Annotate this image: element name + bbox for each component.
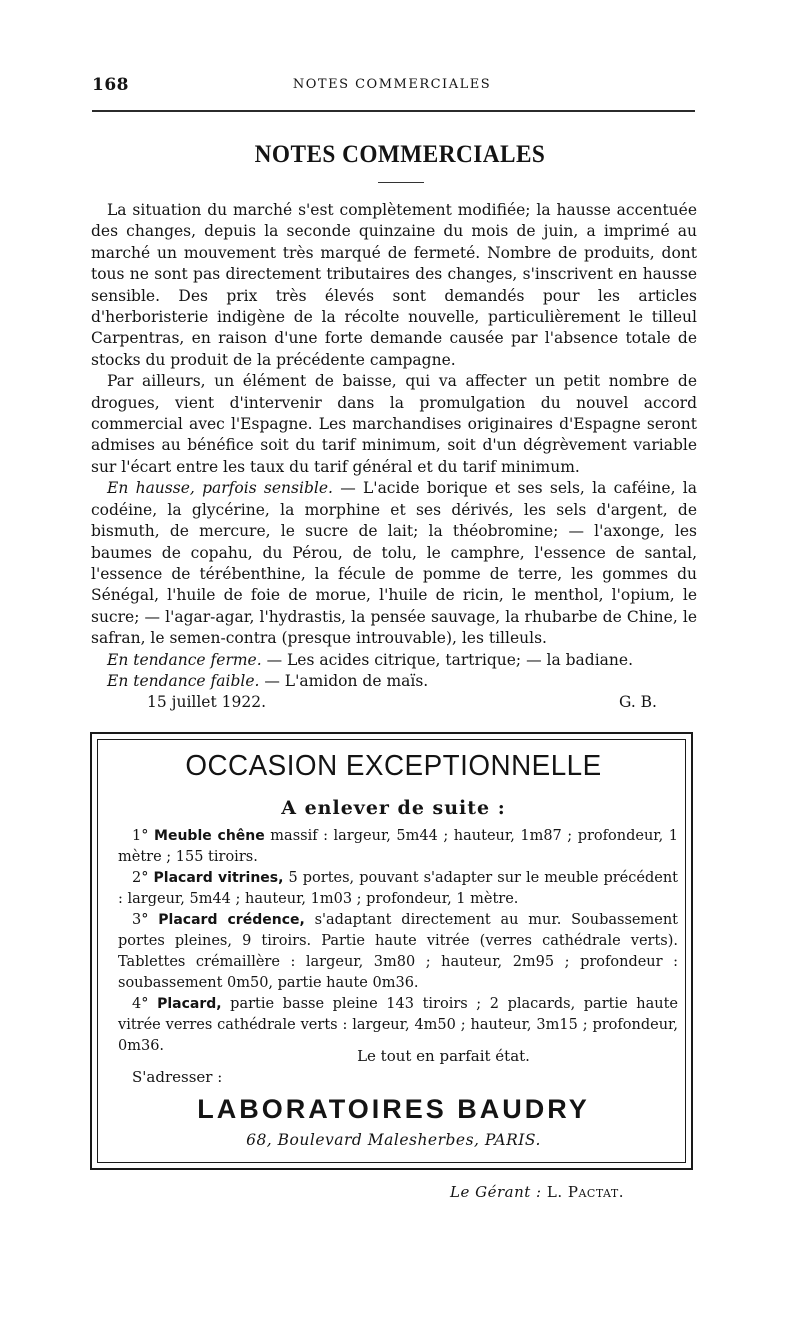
gerant-name: L. Pactat. bbox=[546, 1183, 625, 1201]
ad-address: 68, Boulevard Malesherbes, PARIS. bbox=[246, 1131, 541, 1149]
ad-item-text: 5 portes, pouvant s'adapter sur le meuble précédent : largeur, 5m44 ; hauteur, 1m03 ; profondeur, 1 mètre. bbox=[118, 870, 678, 907]
label-ferme: En tendance ferme. bbox=[107, 650, 262, 669]
ad-items bbox=[118, 826, 678, 1057]
ad-item-name: Placard, bbox=[157, 996, 222, 1012]
ad-item-text: s'adaptant directement au mur. Soubassement portes pleines, 9 tiroirs. Partie haute vitrée (verres cathédrale verts). Tablettes crémaillère : largeur, 3m80 ; hauteur, 2m95 ; profondeur : soubassement 0m50, partie haute 0m36. bbox=[118, 912, 679, 991]
ad-item-name: Placard crédence, bbox=[158, 912, 305, 928]
date-signature-line bbox=[91, 692, 697, 713]
ad-item-text: partie basse pleine 143 tiroirs ; 2 placards, partie haute vitrée verres cathédrale verts : largeur, 4m50 ; hauteur, 3m15 ; profondeur, 0m36. bbox=[118, 996, 678, 1054]
ad-condition: Le tout en parfait état. bbox=[357, 1047, 530, 1065]
label-faible: En tendance faible. bbox=[107, 671, 260, 690]
text-faible: — L'amidon de maïs. bbox=[259, 671, 429, 690]
header-rule bbox=[92, 110, 695, 112]
ad-item-name: Placard vitrines, bbox=[153, 870, 284, 886]
gerant-line bbox=[450, 1183, 624, 1201]
advertisement-box bbox=[90, 732, 693, 1170]
title-rule bbox=[378, 182, 424, 183]
paragraph-hausse bbox=[91, 478, 697, 649]
text-hausse: — L'acide borique et ses sels, la caféine, la codéine, la glycérine, la morphine et ses dérivés, les sels d'argent, de bismuth, de mercure, le sucre de lait; la théobromine; — l'axonge, les baumes de copahu, du Pérou, de tolu, le camphre, l'essence de santal, l'essence de térébenthine, la fécule de pomme de terre, les gommes du Sénégal, l'huile de foie de morue, l'huile de ricin, le menthol, l'opium, le sucre; — l'agar-agar, l'hydrastis, la pensée sauvage, la rhubarbe de Chine, le safran, le semen-contra (presque introuvable), les tilleuls. bbox=[91, 479, 697, 648]
article-date: 15 juillet 1922. bbox=[147, 693, 267, 712]
article-title: NOTES COMMERCIALES bbox=[254, 141, 546, 168]
page-number: 168 bbox=[92, 75, 129, 95]
ad-headline: OCCASION EXCEPTIONNELLE bbox=[185, 750, 602, 782]
ad-company-name: LABORATOIRES BAUDRY bbox=[197, 1094, 590, 1124]
ad-subhead: A enlever de suite : bbox=[281, 797, 506, 819]
article-signature: G. B. bbox=[618, 693, 657, 712]
ad-item-text: massif : largeur, 5m44 ; hauteur, 1m87 ; profondeur, 1 mètre ; 155 tiroirs. bbox=[118, 828, 679, 865]
paragraph-spain-accord: Par ailleurs, un élément de baisse, qui va affecter un petit nombre de drogues, vient d'intervenir dans la promulgation du nouvel accord commercial avec l'Espagne. Les marchandises originaires d'Espagne seront admises au bénéfice soit du tarif minimum, soit d'un dégrèvement variable sur l'écart entre les taux du tarif général et du tarif minimum. bbox=[91, 372, 697, 476]
page-header bbox=[92, 75, 692, 99]
ad-item: 4° Placard, partie basse pleine 143 tiroirs ; 2 placards, partie haute vitrée verres cathédrale verts : largeur, 4m50 ; hauteur, 3m15 ; profondeur, 0m36. bbox=[118, 996, 678, 1054]
ad-item: 3° Placard crédence, s'adaptant directement au mur. Soubassement portes pleines, 9 tiroirs. Partie haute vitrée (verres cathédrale verts). Tablettes crémaillère : largeur, 3m80 ; hauteur, 2m95 ; profondeur : soubassement 0m50, partie haute 0m36. bbox=[118, 912, 679, 991]
ad-contact-label: S'adresser : bbox=[132, 1068, 223, 1086]
running-head: NOTES COMMERCIALES bbox=[292, 77, 492, 92]
paragraph-faible bbox=[91, 671, 697, 692]
article-body bbox=[91, 200, 697, 714]
ad-item-name: Meuble chêne bbox=[154, 828, 265, 844]
text-ferme: — Les acides citrique, tartrique; — la badiane. bbox=[261, 650, 633, 669]
label-hausse: En hausse, parfois sensible. bbox=[107, 479, 333, 498]
paragraph-ferme bbox=[91, 650, 697, 671]
ad-item: 1° Meuble chêne massif : largeur, 5m44 ; hauteur, 1m87 ; profondeur, 1 mètre ; 155 tiroirs. bbox=[118, 828, 679, 865]
gerant-label: Le Gérant : bbox=[450, 1183, 542, 1201]
paragraph-market-situation: La situation du marché s'est complètement modifiée; la hausse accentuée des changes, depuis la seconde quinzaine du mois de juin, a imprimé au marché un mouvement très marqué de fermeté. Nombre de produits, dont tous ne sont pas directement tributaires des changes, s'inscrivent en hausse sensible. Des prix très élevés sont demandés pour les articles d'herboristerie indigène de la récolte nouvelle, particulièrement le tilleul Carpentras, en raison d'une forte demande causée par l'absence totale de stocks du produit de la précédente campagne. bbox=[91, 201, 697, 369]
ad-item: 2° Placard vitrines, 5 portes, pouvant s'adapter sur le meuble précédent : largeur, 5m44 ; hauteur, 1m03 ; profondeur, 1 mètre. bbox=[118, 870, 678, 907]
